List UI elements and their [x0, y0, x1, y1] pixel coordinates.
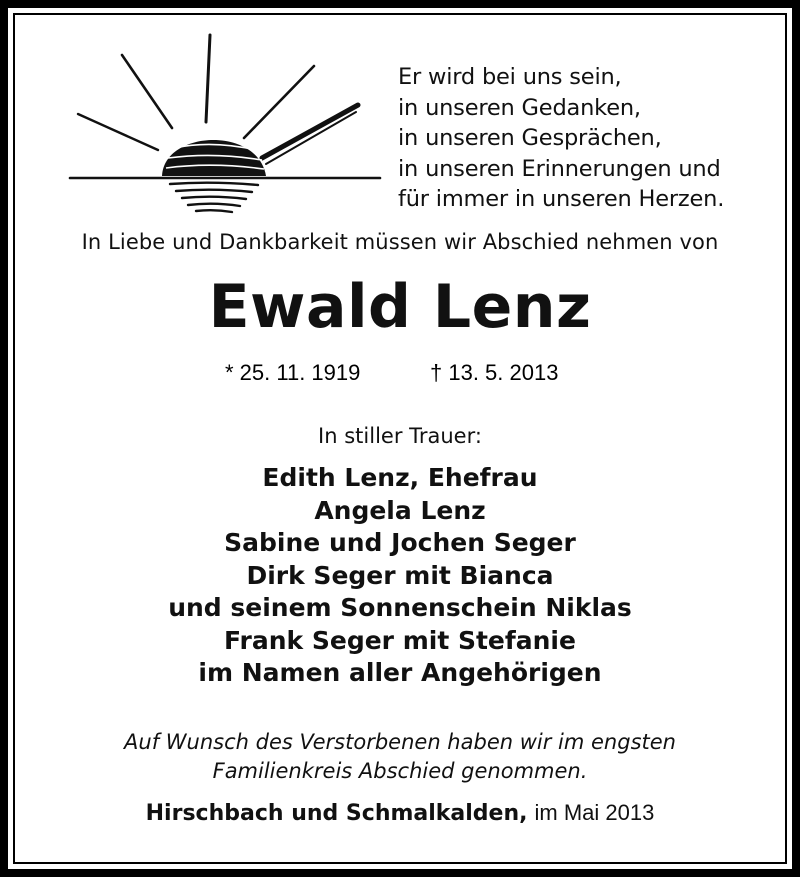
poem-line: in unseren Gesprächen, — [398, 125, 662, 151]
sunset-icon — [62, 30, 384, 215]
family-member: Edith Lenz, Ehefrau — [262, 463, 538, 492]
family-member: und seinem Sonnenschein Niklas — [168, 593, 632, 622]
farewell-note — [0, 728, 800, 786]
poem-line: in unseren Gedanken, — [398, 94, 641, 121]
deceased-name: Ewald Lenz — [208, 272, 592, 342]
family-member: Dirk Seger mit Bianca — [246, 560, 554, 590]
birth-date: * 25. 11. 1919 — [225, 360, 361, 385]
mourning-label: In stiller Trauer: — [318, 424, 482, 448]
family-list — [0, 462, 800, 690]
death-date: † 13. 5. 2013 — [430, 360, 559, 385]
place-month: im Mai 2013 — [534, 800, 655, 825]
poem-line: für immer in unseren Herzen. — [398, 186, 725, 212]
intro-text: In Liebe und Dankbarkeit müssen wir Abschied nehmen von — [81, 230, 719, 254]
family-member: Frank Seger mit Stefanie — [224, 625, 576, 655]
note-line: Auf Wunsch des Verstorbenen haben wir im engsten — [124, 730, 676, 754]
poem — [398, 62, 778, 215]
place-locations: Hirschbach und Schmalkalden, — [145, 801, 528, 826]
poem-line: Er wird bei uns sein, — [398, 64, 622, 90]
family-member: Sabine und Jochen Seger — [224, 528, 576, 557]
place-date — [0, 800, 800, 826]
family-member: Angela Lenz — [314, 495, 486, 525]
poem-line: in unseren Erinnerungen und — [398, 155, 721, 182]
family-member: im Namen aller Angehörigen — [198, 658, 602, 687]
note-line: Familienkreis Abschied genommen. — [212, 759, 588, 783]
